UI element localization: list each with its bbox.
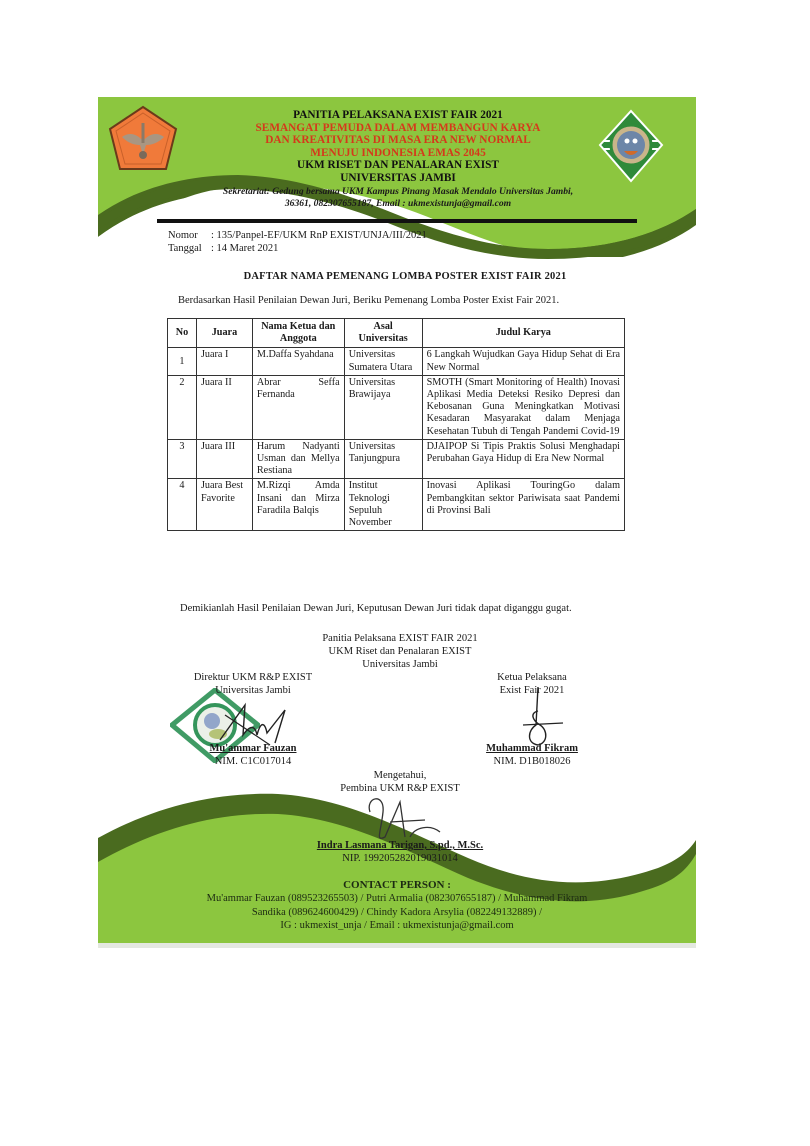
col-header-juara: Juara bbox=[196, 319, 252, 348]
contact-title: CONTACT PERSON : bbox=[343, 879, 451, 891]
nomor-label: Nomor bbox=[168, 230, 198, 241]
cell-universitas: Universitas Tanjungpura bbox=[344, 439, 422, 479]
table-row bbox=[168, 375, 625, 439]
chair-role: Ketua Pelaksana bbox=[497, 672, 567, 683]
theme-line-3: MENUJU INDONESIA EMAS 2045 bbox=[310, 146, 486, 159]
chair-name: Muhammad Fikram bbox=[486, 743, 578, 754]
cell-judul: SMOTH (Smart Monitoring of Health) Inovasi Aplikasi Media Deteksi Resiko Depresi dan Kebosanan Guna Meningkatkan Motivasi Kesadaran Masyarakat dalam Menjaga Kesehatan Tubuh di Tengah Pandemi Covid-19 bbox=[422, 375, 624, 439]
intro-paragraph: Berdasarkan Hasil Penilaian Dewan Juri, Beriku Pemenang Lomba Poster Exist Fair 2021. bbox=[178, 295, 560, 306]
cell-nama: Harum Nadyanti Usman dan Mellya Restiana bbox=[252, 439, 344, 479]
cell-judul: DJAIPOP Si Tipis Praktis Solusi Menghadapi Perubahan Gaya Hidup di Era New Normal bbox=[422, 439, 624, 479]
committee-line-3: Universitas Jambi bbox=[362, 658, 438, 670]
cell-juara: Juara I bbox=[196, 348, 252, 375]
cell-no: 2 bbox=[168, 375, 197, 439]
committee-block bbox=[270, 633, 530, 671]
university-emblem-logo bbox=[108, 105, 178, 175]
cell-judul: Inovasi Aplikasi TouringGo dalam Pembangkitan sektor Pariwisata saat Pandemi di Provinsi Bali bbox=[422, 479, 624, 531]
nomor-value: : 135/Panpel-EF/UKM RnP EXIST/UNJA/III/2021 bbox=[211, 230, 427, 241]
cell-no: 3 bbox=[168, 439, 197, 479]
col-header-universitas: Asal Universitas bbox=[344, 319, 422, 348]
contact-line-1: Mu'ammar Fauzan (089523265503) / Putri Armalia (082307655187) / Muhammad Fikram bbox=[206, 893, 588, 905]
cell-no: 4 bbox=[168, 479, 197, 531]
director-nim: NIM. C1C017014 bbox=[214, 755, 292, 767]
cell-universitas: Institut Teknologi Sepuluh November bbox=[344, 479, 422, 531]
cell-nama: M.Rizqi Amda Insani dan Mirza Faradila Balqis bbox=[252, 479, 344, 531]
cell-no: 1 bbox=[168, 348, 197, 375]
cell-universitas: Universitas Sumatera Utara bbox=[344, 348, 422, 375]
advisor-role: Pembina UKM R&P EXIST bbox=[340, 782, 460, 794]
committee-line-1: Panitia Pelaksana EXIST FAIR 2021 bbox=[322, 633, 478, 644]
theme-line-1: SEMANGAT PEMUDA DALAM MEMBANGUN KARYA bbox=[255, 121, 541, 134]
tanggal-value: : 14 Maret 2021 bbox=[211, 242, 279, 254]
col-header-no: No bbox=[168, 319, 197, 348]
committee-heading: PANITIA PELAKSANA EXIST FAIR 2021 bbox=[293, 109, 503, 121]
signature-block-advisor bbox=[280, 770, 520, 865]
signature-block-director bbox=[168, 672, 338, 768]
document-title: DAFTAR NAMA PEMENANG LOMBA POSTER EXIST FAIR 2021 bbox=[243, 271, 567, 282]
header-divider bbox=[157, 219, 637, 223]
cell-universitas: Universitas Brawijaya bbox=[344, 375, 422, 439]
cell-nama: M.Daffa Syahdana bbox=[252, 348, 344, 375]
director-university: Universitas Jambi bbox=[215, 684, 291, 696]
cell-juara: Juara Best Favorite bbox=[196, 479, 252, 531]
cell-judul: 6 Langkah Wujudkan Gaya Hidup Sehat di Era New Normal bbox=[422, 348, 624, 375]
acknowledged-label: Mengetahui, bbox=[373, 770, 427, 781]
closing-paragraph: Demikianlah Hasil Penilaian Dewan Juri, Keputusan Dewan Juri tidak dapat diganggu gugat. bbox=[180, 603, 572, 614]
org-name: UKM RISET DAN PENALARAN EXIST bbox=[297, 159, 499, 172]
contact-line-3: IG : ukmexist_unja / Email : ukmexistunja@gmail.com bbox=[280, 919, 514, 931]
director-role: Direktur UKM R&P EXIST bbox=[193, 672, 313, 683]
address-line-2: 36361, 082307655187, Email : ukmexistunja@gmail.com bbox=[284, 198, 512, 210]
contact-line-2: Sandika (089624600429) / Chindy Kadora Arsylia (082249132889) / bbox=[251, 906, 543, 918]
letterhead-text bbox=[188, 109, 608, 210]
chair-nim: NIM. D1B018026 bbox=[493, 755, 571, 767]
theme-line-2: DAN KREATIVITAS DI MASA ERA NEW NORMAL bbox=[265, 134, 531, 147]
table-row bbox=[168, 348, 625, 375]
address-line-1: Sekretariat: Gedung bersama UKM Kampus Pinang Masak Mendalo Universitas Jambi, bbox=[222, 185, 574, 197]
letter-meta bbox=[168, 230, 427, 255]
table-header-row bbox=[168, 319, 625, 348]
advisor-nip: NIP. 199205282019031014 bbox=[342, 852, 458, 864]
col-header-nama: Nama Ketua dan Anggota bbox=[252, 319, 344, 348]
table-row bbox=[168, 439, 625, 479]
table-row bbox=[168, 479, 625, 531]
tanggal-label: Tanggal bbox=[168, 242, 202, 254]
director-name: Mu'ammar Fauzan bbox=[209, 743, 297, 754]
cell-juara: Juara III bbox=[196, 439, 252, 479]
chair-event: Exist Fair 2021 bbox=[499, 684, 565, 696]
committee-line-2: UKM Riset dan Penalaran EXIST bbox=[328, 645, 472, 657]
winners-table bbox=[167, 318, 625, 531]
advisor-name: Indra Lasmana Tarigan, S.pd., M.Sc. bbox=[316, 840, 484, 851]
signature-block-chair bbox=[462, 672, 602, 768]
cell-nama: Abrar Seffa Fernanda bbox=[252, 375, 344, 439]
contact-block bbox=[98, 879, 696, 932]
university-name: UNIVERSITAS JAMBI bbox=[340, 171, 456, 184]
cell-juara: Juara II bbox=[196, 375, 252, 439]
col-header-judul: Judul Karya bbox=[422, 319, 624, 348]
